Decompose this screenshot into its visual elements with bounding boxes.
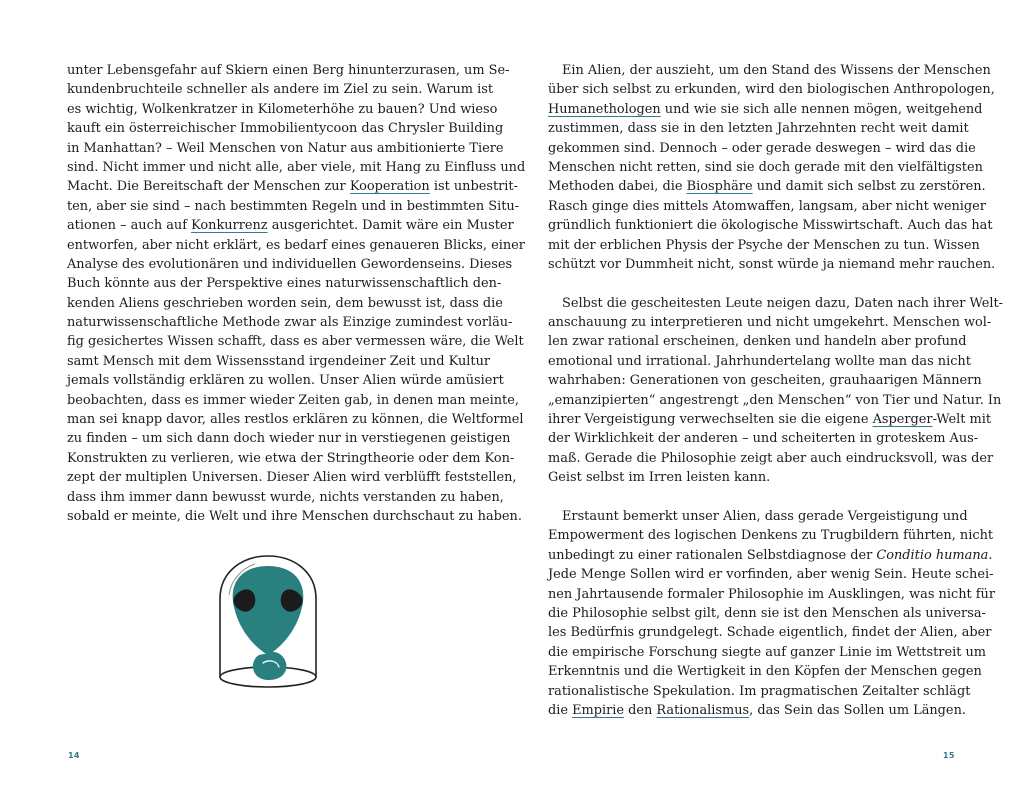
text-run: fig gesichertes Wissen schafft, dass es aber vermessen wäre, die Welt xyxy=(67,334,524,350)
text-run: den xyxy=(624,702,657,718)
text-line xyxy=(548,565,994,584)
text-line xyxy=(548,236,980,255)
text-run: Jede Menge Sollen wird er vorfinden, aber wenig Sein. Heute schei- xyxy=(548,567,994,583)
alien-body xyxy=(253,652,287,680)
text-line xyxy=(67,216,514,235)
text-run: nen Jahrtausende formaler Philosophie im Ausklingen, was nicht für xyxy=(548,586,996,602)
text-run: mit der erblichen Physis der Psyche der Menschen zu tun. Wissen xyxy=(548,237,980,253)
text-line xyxy=(548,391,1002,410)
text-line xyxy=(67,61,510,80)
left-page-body-text xyxy=(67,61,526,526)
text-line xyxy=(548,313,992,332)
text-line xyxy=(548,80,995,99)
text-run: anschauung zu interpretieren und nicht umgekehrt. Menschen wol- xyxy=(548,315,992,331)
text-run: -Welt mit xyxy=(932,412,991,428)
text-line xyxy=(548,197,986,216)
glossary-link[interactable]: Kooperation xyxy=(349,179,430,195)
text-line xyxy=(548,255,996,274)
text-run: Geist selbst im Irren leisten kann. xyxy=(548,470,771,486)
text-run: kenden Aliens geschrieben worden sein, dem bewusst ist, dass die xyxy=(67,295,503,311)
text-line xyxy=(548,119,969,138)
text-line xyxy=(548,294,1003,313)
text-line xyxy=(548,468,959,487)
text-line xyxy=(67,468,517,487)
text-line xyxy=(67,313,513,332)
text-run: der Wirklichkeit der anderen – und scheiterten in groteskem Aus- xyxy=(548,431,979,447)
text-line xyxy=(67,158,526,177)
paragraph-gap xyxy=(548,488,959,507)
text-run: Methoden dabei, die xyxy=(548,179,687,195)
text-run: in Manhattan? – Weil Menschen von Natur aus ambitionierte Tiere xyxy=(67,140,504,156)
glossary-link[interactable]: Rationalismus xyxy=(656,702,750,718)
text-run: sobald er meinte, die Welt und ihre Menschen durchschaut zu haben. xyxy=(67,508,522,524)
text-run: die Philosophie selbst gilt, denn sie ist den Menschen als universa- xyxy=(548,605,986,621)
text-run: beobachten, dass es immer wieder Zeiten gab, in denen man meinte, xyxy=(67,392,519,408)
right-page-body-text xyxy=(548,61,1003,720)
glossary-link[interactable]: Empirie xyxy=(572,702,625,718)
text-line xyxy=(548,429,979,448)
text-run: die xyxy=(548,702,573,718)
text-line xyxy=(67,371,504,390)
alien-in-glass-dome-icon xyxy=(213,551,323,699)
text-line xyxy=(548,507,968,526)
text-line xyxy=(548,623,992,642)
text-line xyxy=(67,449,515,468)
text-run: wahrhaben: Generationen von gescheiten, grauhaarigen Männern xyxy=(548,373,982,389)
text-run: zustimmen, dass sie in den letzten Jahrzehnten recht weit damit xyxy=(548,121,969,137)
text-run: sind. Nicht immer und nicht alle, aber viele, mit Hang zu Einfluss und xyxy=(67,159,526,175)
text-run: Erkenntnis und die Wertigkeit in den Köpfen der Menschen gegen xyxy=(548,664,982,680)
text-line xyxy=(548,662,982,681)
text-run: „emanzipierten“ angestrengt „den Menschen“ von Tier und Natur. In xyxy=(548,392,1002,408)
text-line xyxy=(67,274,502,293)
text-run: zu finden – um sich dann doch wieder nur in verstiegenen geistigen xyxy=(67,431,511,447)
glossary-link[interactable]: Asperger xyxy=(872,412,933,428)
text-line xyxy=(548,701,966,720)
text-run: Ein Alien, der auszieht, um den Stand des Wissens der Menschen xyxy=(562,63,991,78)
text-line xyxy=(67,80,494,99)
text-line xyxy=(548,585,996,604)
text-run: unter Lebensgefahr auf Skiern einen Berg hinunterzurasen, um Se- xyxy=(67,63,510,78)
text-line xyxy=(67,294,503,313)
text-line xyxy=(548,371,982,390)
text-run: Menschen nicht retten, sind sie doch gerade mit den vielfältigsten xyxy=(548,159,983,175)
text-line xyxy=(548,158,983,177)
text-line xyxy=(67,236,525,255)
text-run: Selbst die gescheitesten Leute neigen dazu, Daten nach ihrer Welt- xyxy=(562,295,1003,311)
page-number-right: 15 xyxy=(943,751,955,760)
page-number-left: 14 xyxy=(68,751,80,760)
text-run: rationalistische Spekulation. Im pragmatischen Zeitalter schlägt xyxy=(548,683,971,699)
text-line xyxy=(548,332,967,351)
text-run: Rasch ginge dies mittels Atomwaffen, langsam, aber nicht weniger xyxy=(548,198,986,214)
text-run: schützt vor Dummheit nicht, sonst würde ja niemand mehr rauchen. xyxy=(548,256,996,272)
text-line xyxy=(548,526,994,545)
text-line xyxy=(67,139,504,158)
text-line xyxy=(67,255,513,274)
glossary-link[interactable]: Biosphäre xyxy=(686,179,753,195)
text-line xyxy=(67,507,522,526)
glossary-link[interactable]: Konkurrenz xyxy=(191,218,268,234)
italic-term: Conditio humana xyxy=(876,547,989,563)
text-line xyxy=(67,488,504,507)
text-run: ihrer Vergeistigung verwechselten sie die eigene xyxy=(548,412,873,428)
text-run: ausgerichtet. Damit wäre ein Muster xyxy=(267,218,514,234)
text-run: kundenbruchteile schneller als andere im Ziel zu sein. Warum ist xyxy=(67,82,494,98)
text-run: und damit sich selbst zu zerstören. xyxy=(752,179,986,195)
text-line xyxy=(548,177,986,196)
text-line xyxy=(548,546,993,565)
text-line xyxy=(548,410,991,429)
text-line xyxy=(548,216,993,235)
text-line xyxy=(67,332,524,351)
text-run: die empirische Forschung siegte auf ganzer Linie im Wettstreit um xyxy=(548,644,987,660)
text-run: Empowerment des logischen Denkens zu Trugbildern führten, nicht xyxy=(548,528,994,544)
text-run: ten, aber sie sind – nach bestimmten Regeln und in bestimmten Situ- xyxy=(67,198,520,214)
text-run: Macht. Die Bereitschaft der Menschen zur xyxy=(67,179,350,195)
text-line xyxy=(548,604,986,623)
text-line xyxy=(67,429,511,448)
text-run: ist unbestrit- xyxy=(429,179,518,195)
text-line xyxy=(67,197,520,216)
text-line xyxy=(548,352,971,371)
text-run: ationen – auch auf xyxy=(67,218,192,234)
text-run: maß. Gerade die Philosophie zeigt aber auch eindrucksvoll, was der xyxy=(548,450,994,466)
text-line xyxy=(67,100,498,119)
text-line xyxy=(548,643,987,662)
text-run: len zwar rational erscheinen, denken und handeln aber profund xyxy=(548,334,967,350)
text-run: dass ihm immer dann bewusst wurde, nichts verstanden zu haben, xyxy=(67,489,504,505)
text-run: Konstrukten zu verlieren, wie etwa der Stringtheorie oder dem Kon- xyxy=(67,450,515,466)
text-run: Erstaunt bemerkt unser Alien, dass gerade Vergeistigung und xyxy=(562,508,968,524)
text-run: les Bedürfnis grundgelegt. Schade eigentlich, findet der Alien, aber xyxy=(548,625,992,641)
text-run: unbedingt zu einer rationalen Selbstdiagnose der xyxy=(548,547,877,563)
text-line xyxy=(67,410,524,429)
text-run: naturwissenschaftliche Methode zwar als Einzige zumindest vorläu- xyxy=(67,315,513,331)
text-run: emotional und irrational. Jahrhundertelang wollte man das nicht xyxy=(548,353,971,369)
text-run: Analyse des evolutionären und individuellen Gewordenseins. Dieses xyxy=(67,256,513,272)
text-run: und wie sie sich alle nennen mögen, weitgehend xyxy=(660,101,983,117)
text-run: samt Mensch mit dem Wissensstand irgendeiner Zeit und Kultur xyxy=(67,353,491,369)
text-run: man sei knapp davor, alles restlos erklären zu können, die Weltformel xyxy=(67,412,524,428)
text-run: Buch könnte aus der Perspektive eines naturwissenschaftlich den- xyxy=(67,276,502,292)
text-run: über sich selbst zu erkunden, wird den biologischen Anthropologen, xyxy=(548,82,995,98)
glossary-link[interactable]: Humanethologen xyxy=(548,101,661,117)
text-run: jemals vollständig erklären zu wollen. Unser Alien würde amüsiert xyxy=(67,373,504,389)
text-run: zept der multiplen Universen. Dieser Alien wird verblüfft feststellen, xyxy=(67,470,517,486)
right-page xyxy=(510,0,1020,794)
text-run: kauft ein österreichischer Immobilientycoon das Chrysler Building xyxy=(67,121,504,137)
text-run: gründlich funktioniert die ökologische Misswirtschaft. Auch das hat xyxy=(548,218,993,234)
text-run: entworfen, aber nicht erklärt, es bedarf eines genaueren Blicks, einer xyxy=(67,237,525,253)
text-line xyxy=(548,61,991,80)
text-run: , das Sein das Sollen um Längen. xyxy=(749,702,966,718)
text-line xyxy=(548,682,971,701)
text-line xyxy=(67,177,518,196)
text-line xyxy=(67,352,491,371)
text-line xyxy=(548,449,994,468)
text-line xyxy=(548,139,976,158)
paragraph-gap xyxy=(548,274,959,293)
text-line xyxy=(548,100,983,119)
text-run: es wichtig, Wolkenkratzer in Kilometerhöhe zu bauen? Und wieso xyxy=(67,101,498,117)
text-run: . xyxy=(988,547,993,563)
text-line xyxy=(67,119,504,138)
text-run: gekommen sind. Dennoch – oder gerade deswegen – wird das die xyxy=(548,140,976,156)
text-line xyxy=(67,391,519,410)
